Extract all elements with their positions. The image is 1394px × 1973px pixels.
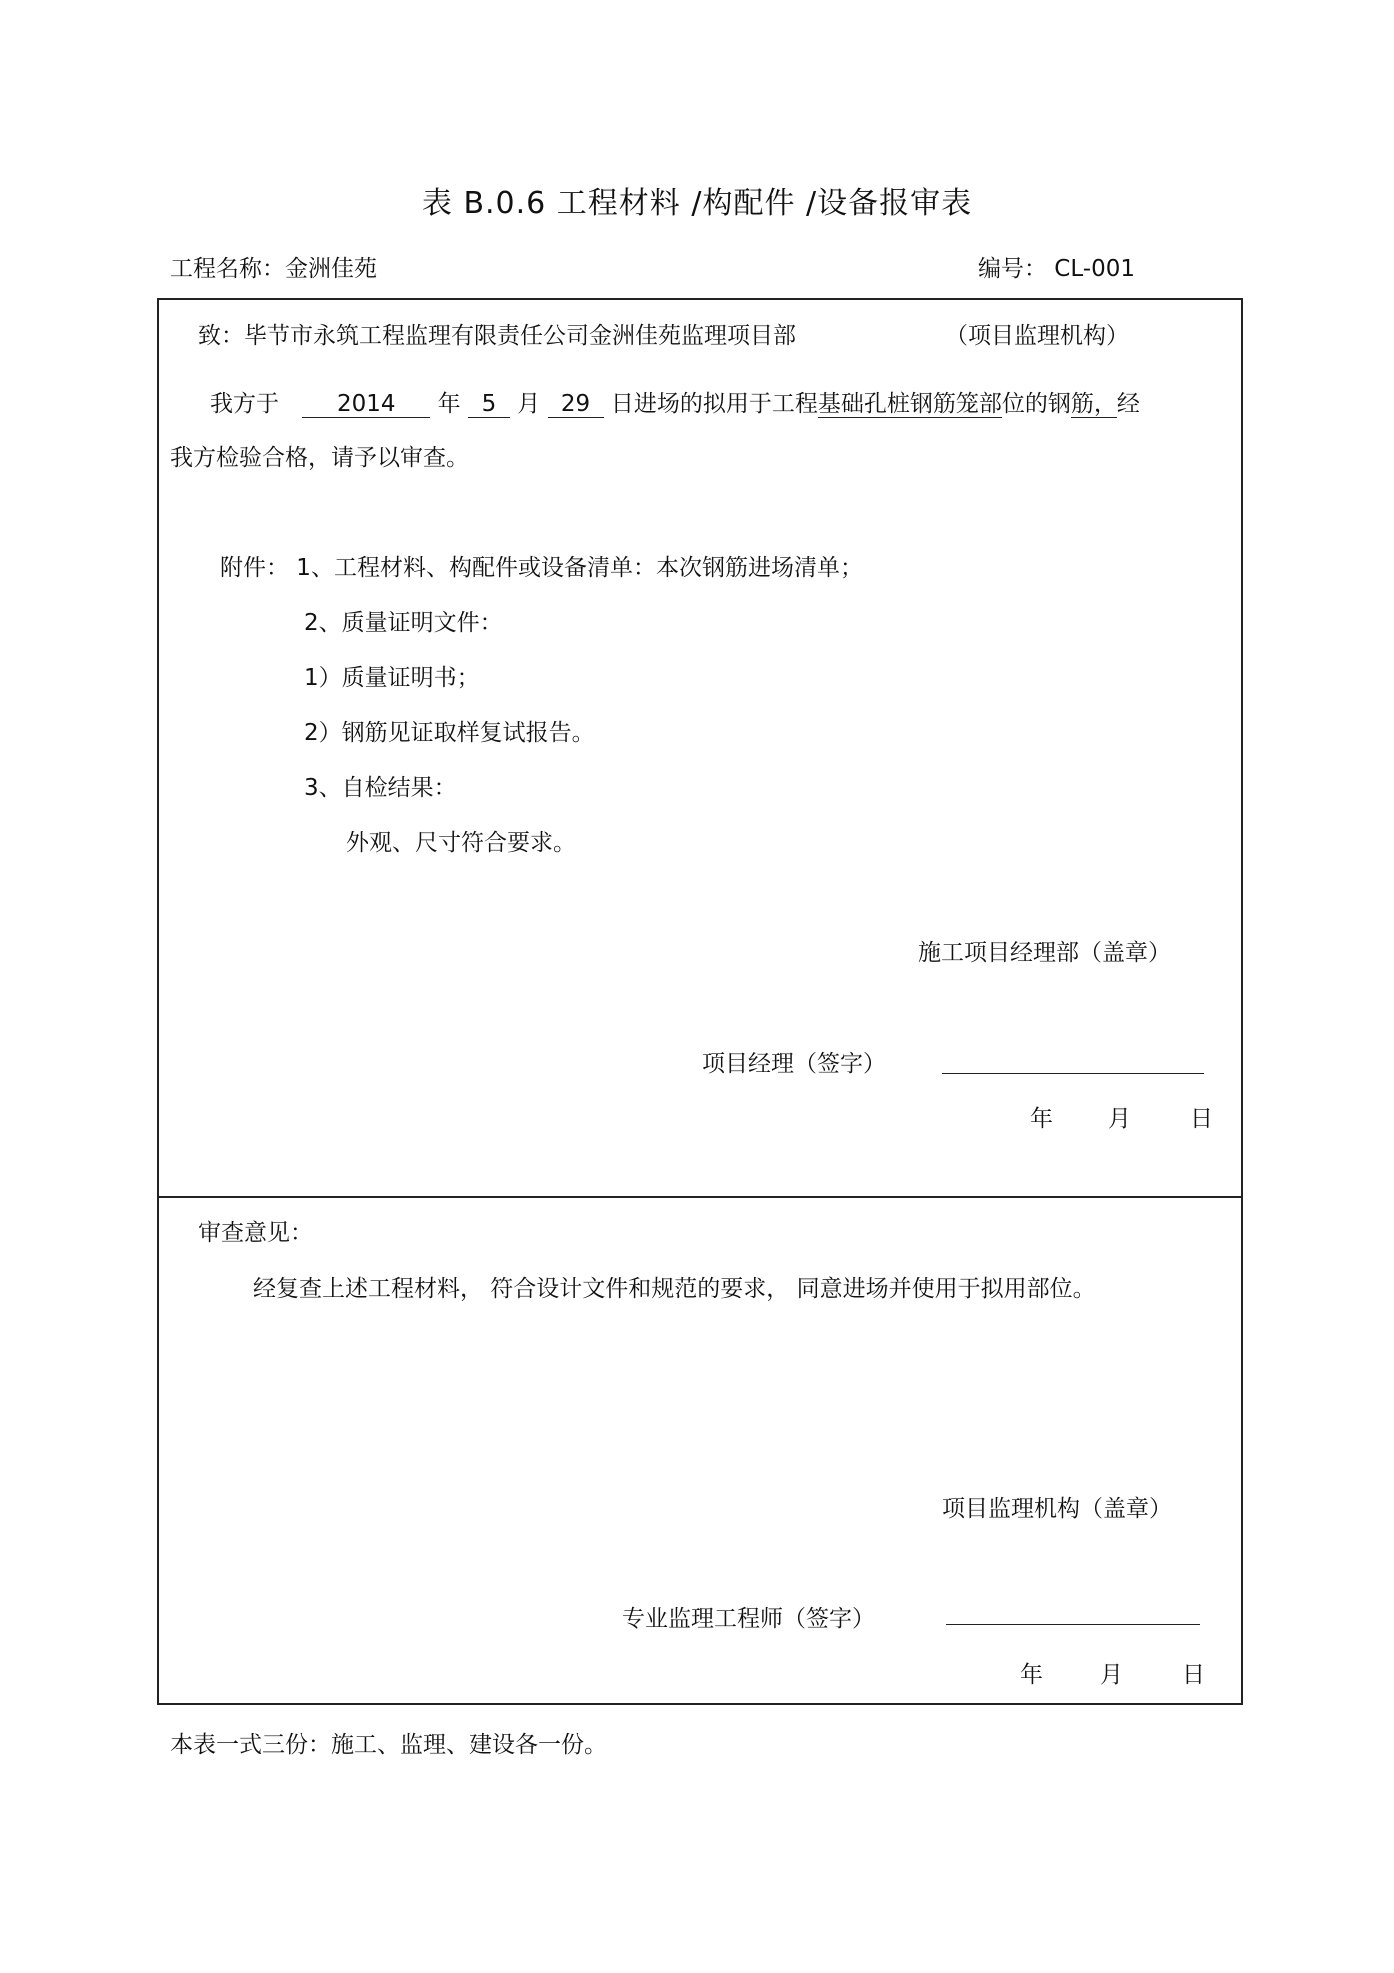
application-body-line1 (210, 385, 1140, 418)
year-label: 年 (437, 391, 461, 417)
application-body-line2: 我方检验合格，请予以审查。 (170, 445, 469, 471)
material-field: 筋， (1070, 391, 1117, 417)
review-date-year: 年 (1020, 1662, 1043, 1688)
project-name: 工程名称：金洲佳苑 (170, 256, 377, 282)
section-divider (157, 1196, 1243, 1198)
month-label: 月 (517, 391, 541, 417)
review-heading: 审查意见： (198, 1220, 313, 1246)
self-check-result: 外观、尺寸符合要求。 (346, 830, 576, 856)
supervision-stamp-label: 项目监理机构（盖章） (942, 1496, 1172, 1522)
usage-part-suffix: 位的钢 (1001, 391, 1071, 417)
usage-part-field: 基础孔桩钢筋笼部 (817, 391, 1002, 417)
review-opinion: 经复查上述工程材料， 符合设计文件和规范的要求， 同意进场并使用于拟用部位。 (253, 1276, 1096, 1302)
addressee-line: 致：毕节市永筑工程监理有限责任公司金洲佳苑监理项目部 (198, 323, 796, 349)
material-suffix: 经 (1116, 391, 1140, 417)
attachment-3: 3、自检结果： (304, 775, 457, 801)
entry-day-field: 29 (548, 391, 604, 418)
supervisor-signature-line (946, 1624, 1200, 1625)
attachment-2-2: 2）钢筋见证取样复试报告。 (304, 720, 595, 746)
addressee-org-note: （项目监理机构） (945, 323, 1129, 349)
review-date-month: 月 (1100, 1662, 1123, 1688)
form-title: 表 B.0.6 工程材料 /构配件 /设备报审表 (421, 186, 973, 221)
attachment-2: 2、质量证明文件： (304, 610, 503, 636)
body-prefix: 我方于 (210, 391, 279, 417)
review-date-day: 日 (1182, 1662, 1205, 1688)
attachment-2-1: 1）质量证明书； (304, 665, 480, 691)
form-code: 编号： CL-001 (978, 256, 1135, 282)
attachment-1: 附件： 1、工程材料、构配件或设备清单：本次钢筋进场清单； (220, 555, 863, 581)
app-date-year: 年 (1030, 1106, 1053, 1132)
app-date-month: 月 (1108, 1106, 1131, 1132)
supervisor-signature-label: 专业监理工程师（签字） (622, 1606, 875, 1632)
entry-year-field: 2014 (302, 391, 430, 418)
project-manager-signature-line (942, 1073, 1204, 1074)
project-manager-signature-label: 项目经理（签字） (702, 1051, 886, 1077)
app-date-day: 日 (1190, 1106, 1213, 1132)
entry-month-field: 5 (468, 391, 510, 418)
day-label: 日进场的拟用于工程 (610, 391, 818, 417)
contractor-stamp-label: 施工项目经理部（盖章） (918, 940, 1171, 966)
footer-note: 本表一式三份：施工、监理、建设各一份。 (170, 1732, 607, 1758)
